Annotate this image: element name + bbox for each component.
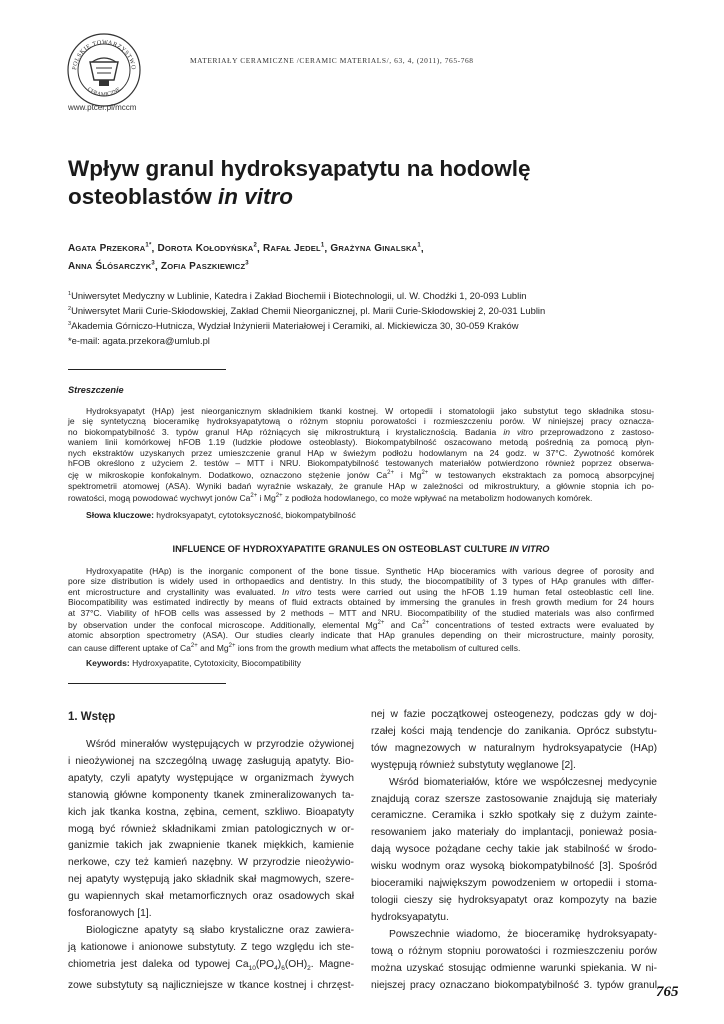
section-heading: 1. Wstęp — [68, 711, 116, 723]
author-6: ZOFIA PASZKIEWICZ$^3$ — [160, 261, 249, 273]
title-line-2: osteoblastów — [68, 184, 219, 209]
author-1: AGATA $PRZEKORA^{1*}$ — [68, 243, 152, 255]
author-3: RAFAŁ JEDEL$^1$ — [263, 243, 325, 255]
divider-rule — [68, 683, 226, 684]
abstract-polish: Hydroksyapatyt (HAp) jest nieorganicznym składnikiem tkanki kostnej. W ortopedii i stomatologii jako substytut tego składnika stosu- je się syntetyczną bioceramikę hydroksyapatytową o różnym stopniu porowatości i rozmieszczeniu porów. W niniejszej pracy oznacza- no biokompatybilność 3. typów granul HAp różniących się mikrostrukturą i krystalicznością. Badania in vitro przeprowadzono z zastoso- waniem linii komórkowej hFOB 1.19 (ludzkie płodowe osteoblasty). Biokompatybilność oszacowano metodą pośrednią za pomocą płyn- nych ekstraktów uzyskanych przez umieszczenie granul HAp w świeżym podłożu hodowlanym na 24 godz. w 37°C. Żywotność komórek hFOB określono z użyciem 2. testów – MTT i NRU. Biokompatybilność testowanych materiałów potwierdzono również poprzez obserwa- cję w mikroskopie konfokalnym. Dodatkowo, oznaczono stężenie jonów $Ca^{2+}$ i $Mg^{2+}$ w testowanych ekstraktach za pomocą absorpcyjnej spektrometrii atomowej (ASA). Wyniki badań wyraźnie wskazały, że granule HAp w zależności od mikrostruktury, a głównie stopnia ich po- rowatości, mogą powodować wychwyt jonów $Ca^{2+}$ i $Mg^{2+}$ z podłoża hodowlanego, co może wpływać na metabolizm hodowanych komórek. — [68, 406, 654, 503]
authors-line-1: AGATA $PRZEKORA^{1*}$, DOROTA KOŁODYŃSKA$^2$, RAFAŁ JEDEL$^1$, GRAŻYNA GINALSKA$^1$, — [68, 243, 424, 255]
svg-text:CERAMICZNE: CERAMICZNE — [86, 86, 122, 99]
svg-text:POLSKIE TOWARZYSTWO: POLSKIE TOWARZYSTWO — [71, 38, 137, 71]
divider-rule — [68, 369, 226, 370]
title-italic: in vitro — [218, 184, 294, 209]
journal-citation: MATERIAŁY CERAMICZNE /CERAMIC MATERIALS/, 63, 4, (2011), 765-768 — [190, 56, 474, 65]
affiliation-1: $^1$Uniwersytet Medyczny w Lublinie, Katedra i Zakład Biochemii i Biotechnologii, ul. W. Chodźki 1, 20-093 Lublin — [68, 290, 527, 301]
keywords-polish: Słowa kluczowe: hydroksyapatyt, cytotoksyczność, biokompatybilność — [86, 510, 356, 520]
affiliation-2: $^2$Uniwersytet Marii Curie-Skłodowskiej, Zakład Chemii Nieorganicznej, pl. Marii Curie-Skłodowskiej 2, 20-031 Lublin — [68, 305, 546, 316]
article-title — [68, 155, 668, 211]
page-number: 765 — [656, 984, 679, 1000]
author-5: ANNA ŚLÓSARCZYK$^3$ — [68, 261, 155, 273]
corresponding-email[interactable]: *e-mail: agata.przekora@umlub.pl — [68, 335, 210, 346]
abstract-english: Hydroxyapatite (HAp) is the inorganic component of the bone tissue. Synthetic HAp bioceramics with various degree of porosity and pore size distribution is widely used in orthopaedics and dentistry. In this study, the biocompatibility of 3 types of HAp granules with differ- ent microstructure and crystallinity was evaluated. In vitro tests were carried out using the hFOB 1.19 human fetal osteoblastic cell line. Biocompatibility was estimated indirectly by means of fluid extracts obtained by immersing the granules in fresh growth medium for 24 hours at 37°C. Viability of hFOB cells was assessed by 2 methods – MTT and NRU. Biocompatibility of the studied materials was also confirmed by observation under the confocal microscope. Additionally, elemental $Mg^{2+}$ and $Ca^{2+}$ concentrations of tested extracts were evaluated by atomic absorption spectrometry (ASA). Our studies clearly indicate that HAp granules depending on their microstructure, mainly porosity, can cause different uptake of $Ca^{2+}$ and $Mg^{2+}$ ions from the growth medium what affects the metabolism of cultured cells. — [68, 566, 654, 653]
english-title: INFLUENCE OF HYDROXYAPATITE GRANULES ON OSTEOBLAST CULTURE IN VITRO — [172, 544, 550, 554]
body-column-left: Wśród minerałów występujących w przyrodzie ożywionej i nieożywionej na szczególną uwagę zasługują apatyty. Bio- apatyty, czyli apatyty występujące w organizmach żywych stanowią główne komponenty tkanek zmineralizowanych ta- kich jak tkanka kostna, zębina, cement, szkliwo. Bioapatyty mogą być również składnikami zmian patologicznych w or- ganizmie takich jak zwapnienie tkanek miękkich, kamienie nerkowe, czy też kamień nazębny. W przyrodzie nieożywio- nej apatyty występują jako składnik skał magmowych, szere- gu wapiennych skał metamorficznych oraz osadowych skał fosforanowych [1]. Biologiczne apatyty są słabo krystaliczne oraz zawiera- ją kationowe i anionowe substytuty. Z tego względu ich ste- chiometria jest daleka od typowej $Ca_{10}(PO_4)_6(OH)_2$. Magne- zowe substytuty są najliczniejsze w tkance kostnej i chrzęst- — [68, 739, 354, 991]
society-logo — [66, 32, 142, 108]
title-line-1: Wpływ granul hydroksyapatytu na hodowlę — [68, 156, 531, 181]
authors-line-2: ANNA ŚLÓSARCZYK$^3$, ZOFIA PASZKIEWICZ$^3$ — [68, 261, 249, 273]
keywords-english: Keywords: Hydroxyapatite, Cytotoxicity, Biocompatibility — [86, 658, 302, 668]
journal-url[interactable]: www.ptcer.pl/mccm — [68, 103, 137, 112]
author-2: DOROTA KOŁODYŃSKA$^2$ — [157, 243, 258, 255]
affiliation-3: $^3$Akademia Górniczo-Hutnicza, Wydział Inżynierii Materiałowej i Ceramiki, al. Mickiewicza 30, 30-059 Kraków — [68, 320, 519, 331]
author-4: GRAŻYNA GINALSKA$^1$ — [330, 243, 421, 255]
body-column-right: nej w fazie początkowej osteogenezy, podczas gdy w doj- rzałej kości mają tendencje do zanikania. Oprócz substytu- tów magnezowych w naturalnym hydroksyapatycie (HAp) występują również substytuty węglanowe [2]. Wśród biomateriałów, które we współczesnej medycynie znajdują coraz szersze zastosowanie znajdują się materiały ceramiczne. Ceramika i szkło spotkały się z dużym zainte- resowaniem jako materiały do implantacji, ponieważ posia- dają wysoce pożądane cechy takie jak stabilność w środo- wisku wodnym oraz wysoką biokompatybilność [3]. Spośród bioceramiki największym powodzeniem w ortopedii i stoma- tologii cieszy się hydroksyapatyt oraz kompozyty na bazie hydroksyapatytu. Powszechnie wiadomo, że bioceramikę hydroksyapaty- tową o różnym stopniu porowatości i rozmieszczeniu porów można uzyskać stosując odmienne warunki spiekania. W ni- niejszej pracy oznaczano biokompatybilność 3. typów granul — [371, 709, 657, 991]
abstract-heading: Streszczenie — [68, 385, 124, 395]
